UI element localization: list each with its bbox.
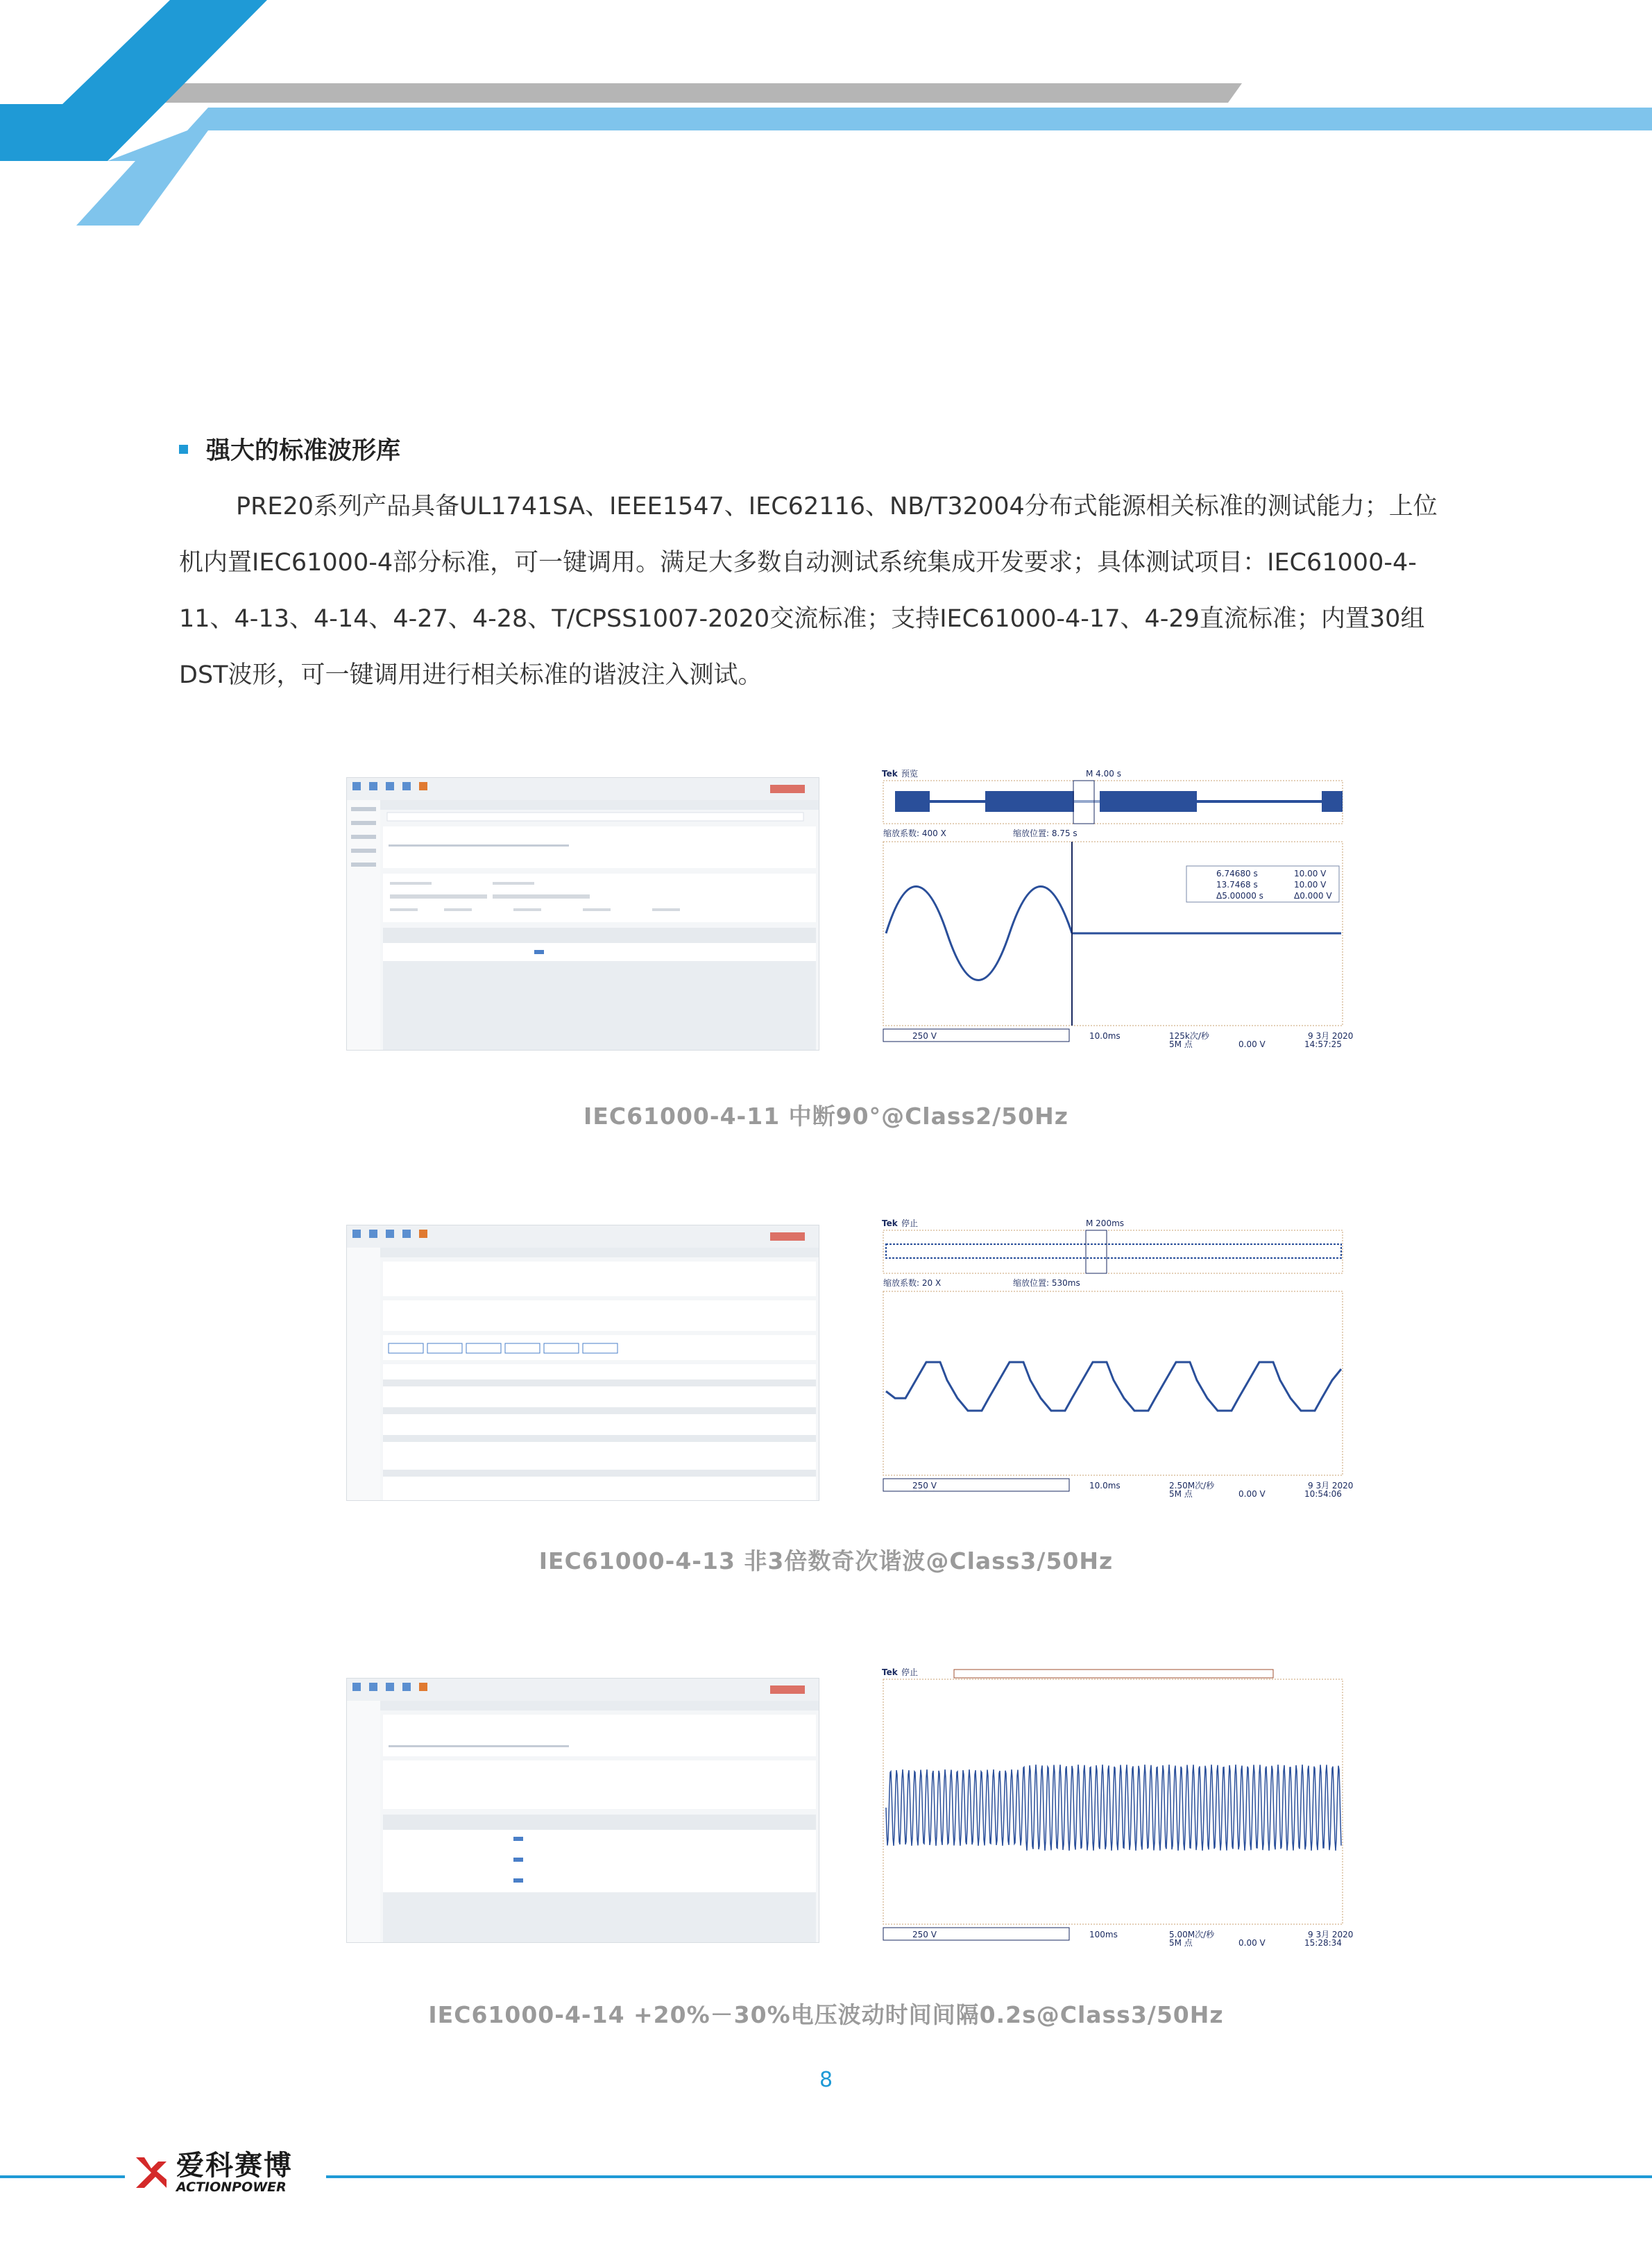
record-length: 5M 点 xyxy=(1169,1039,1193,1048)
company-logo xyxy=(130,2151,293,2194)
scope-marker: M 200ms xyxy=(1086,1218,1125,1228)
header-decoration xyxy=(0,0,1652,236)
footer-rule-left xyxy=(0,2175,125,2178)
record-length: 5M 点 xyxy=(1169,1489,1193,1497)
oscilloscope-capture-2 xyxy=(878,1216,1363,1497)
software-screenshot-3 xyxy=(346,1678,819,1943)
zoom-position: 缩放位置: 8.75 s xyxy=(1013,829,1078,838)
time-scale: 100ms xyxy=(1089,1930,1118,1939)
scope-time: 15:28:34 xyxy=(1304,1938,1342,1946)
oscillation-trace-path xyxy=(886,1765,1341,1851)
body-paragraph xyxy=(179,479,1495,704)
figure-caption-1: IEC61000-4-11 中断90°@Class2/50Hz xyxy=(584,1103,1068,1130)
tek-label: Tek xyxy=(882,769,898,779)
cursor-a-volt: 10.00 V xyxy=(1294,869,1327,878)
scope-status: 停止 xyxy=(901,1218,919,1228)
time-scale: 10.0ms xyxy=(1089,1481,1121,1491)
software-screenshot-1 xyxy=(346,777,819,1051)
oscillation-trace xyxy=(886,1765,1341,1851)
cursor-a-time: 6.74680 s xyxy=(1216,869,1258,878)
logo-english-name: ACTIONPOWER xyxy=(176,2180,287,2195)
scope-marker: M 4.00 s xyxy=(1086,769,1121,779)
body-line: DST波形，可一键调用进行相关标准的谐波注入测试。 xyxy=(179,661,763,689)
oscilloscope-capture-3 xyxy=(878,1665,1363,1946)
software-screenshot-2 xyxy=(346,1225,819,1501)
sample-rate: 5.00M次/秒 xyxy=(1169,1930,1215,1939)
cursor-delta-time: Δ5.00000 s xyxy=(1216,891,1263,901)
tek-label: Tek xyxy=(882,1218,898,1228)
time-scale: 10.0ms xyxy=(1089,1031,1121,1041)
section-title-text: 强大的标准波形库 xyxy=(206,437,401,465)
scope-status: 预览 xyxy=(901,769,919,779)
figure-caption-3: IEC61000-4-14 +20%－30%电压波动时间间隔0.2s@Class3/50Hz xyxy=(428,2001,1224,2028)
zoom-position: 缩放位置: 530ms xyxy=(1013,1278,1080,1288)
cursor-b-time: 13.7468 s xyxy=(1216,880,1258,890)
ch1-scale: 250 V xyxy=(912,1481,937,1491)
footer-rule-right xyxy=(326,2175,1652,2178)
trigger-level: 0.00 V xyxy=(1238,1039,1266,1048)
body-line: 11、4-13、4-14、4-27、4-28、T/CPSS1007-2020交流标准；支持IEC61000-4-17、4-29直流标准；内置30组 xyxy=(179,605,1425,633)
scope-status: 停止 xyxy=(901,1667,919,1677)
section-title xyxy=(179,432,400,466)
sample-rate: 2.50M次/秒 xyxy=(1169,1481,1215,1491)
scope-time: 14:57:25 xyxy=(1304,1039,1342,1048)
logo-chinese-name: 爱科赛博 xyxy=(176,2150,293,2182)
square-bullet-icon xyxy=(179,445,188,454)
tek-label: Tek xyxy=(882,1667,898,1677)
scope-date: 9 3月 2020 xyxy=(1308,1031,1354,1041)
ch1-scale: 250 V xyxy=(912,1930,937,1939)
ch1-scale: 250 V xyxy=(912,1031,937,1041)
page-number: 8 xyxy=(819,2068,833,2092)
body-line: 机内置IEC61000-4部分标准，可一键调用。满足大多数自动测试系统集成开发要求；具体测试项目：IEC61000-4- xyxy=(179,549,1417,577)
cursor-b-volt: 10.00 V xyxy=(1294,880,1327,890)
trigger-level: 0.00 V xyxy=(1238,1489,1266,1497)
sample-rate: 125k次/秒 xyxy=(1169,1031,1209,1041)
cursor-delta-volt: Δ0.000 V xyxy=(1294,891,1332,901)
record-length: 5M 点 xyxy=(1169,1938,1193,1946)
body-line: PRE20系列产品具备UL1741SA、IEEE1547、IEC62116、NB/T32004分布式能源相关标准的测试能力；上位 xyxy=(236,493,1438,520)
actionpower-logo-icon xyxy=(130,2152,172,2193)
zoom-factor: 缩放系数: 400 X xyxy=(883,829,946,838)
scope-date: 9 3月 2020 xyxy=(1308,1930,1354,1939)
oscilloscope-capture-1 xyxy=(878,767,1363,1048)
figure-caption-2: IEC61000-4-13 非3倍数奇次谐波@Class3/50Hz xyxy=(538,1547,1114,1574)
scope-date: 9 3月 2020 xyxy=(1308,1481,1354,1491)
trigger-level: 0.00 V xyxy=(1238,1938,1266,1946)
zoom-factor: 缩放系数: 20 X xyxy=(883,1278,942,1288)
scope-time: 10:54:06 xyxy=(1304,1489,1342,1497)
